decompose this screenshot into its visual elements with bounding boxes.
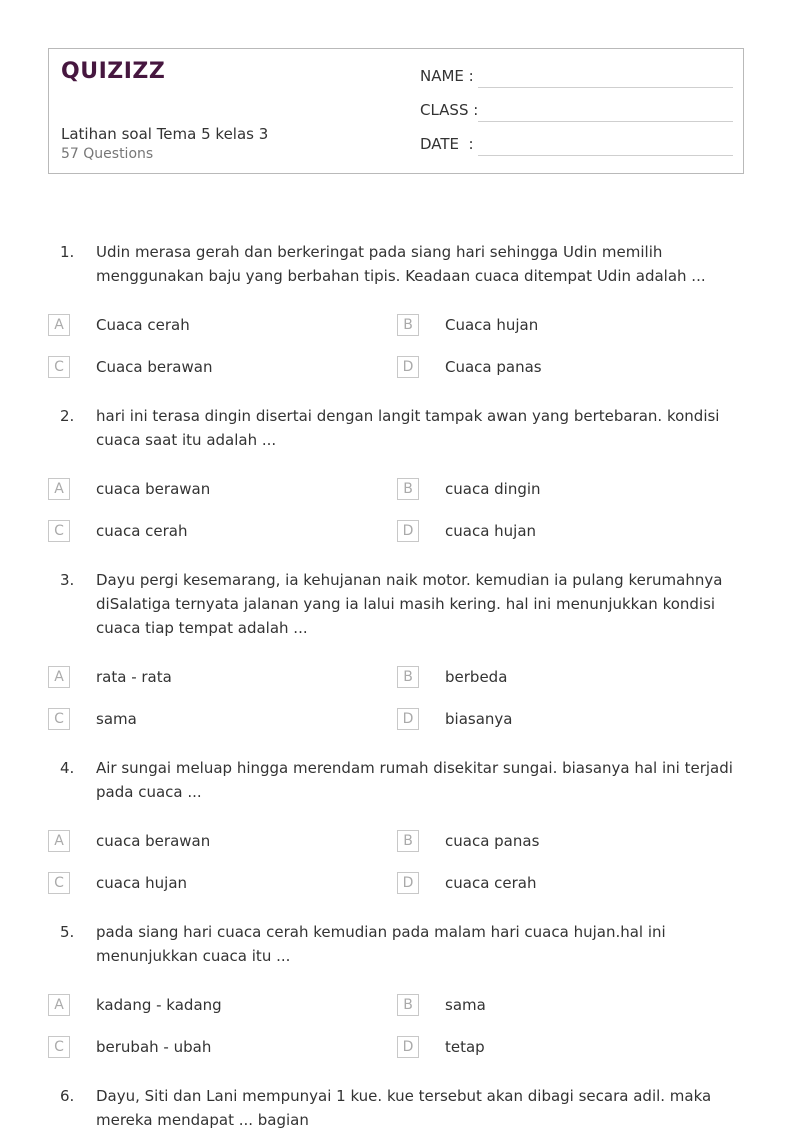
option-text: Cuaca berawan [96, 358, 213, 376]
quizizz-logo: QUIZIZZ [61, 59, 166, 84]
option-text: Cuaca hujan [445, 316, 539, 334]
option-text: tetap [445, 1038, 485, 1056]
option-text: cuaca hujan [96, 874, 188, 892]
option-text: Cuaca cerah [96, 316, 190, 334]
question-text: Dayu pergi kesemarang, ia kehujanan naik motor. kemudian ia pulang kerumahnya diSalatiga ternyata jalanan yang ia lalui masih kering. hal ini menunjukkan kondisi cuaca tiap tempat adalah ... [96, 571, 723, 637]
option-text: kadang - kadang [96, 996, 222, 1014]
name-field[interactable] [420, 67, 733, 91]
question-number: 5. [60, 923, 75, 941]
question-text: Dayu, Siti dan Lani mempunyai 1 kue. kue tersebut akan dibagi secara adil. maka mereka mendapat ... bagian [96, 1087, 712, 1129]
question-number: 6. [60, 1087, 75, 1105]
question-text: Udin merasa gerah dan berkeringat pada siang hari sehingga Udin memilih menggunakan baju yang berbahan tipis. Keadaan cuaca ditempat Udin adalah ... [96, 243, 706, 285]
question-number: 4. [60, 759, 75, 777]
option-letter: D [397, 872, 419, 894]
question-text: Air sungai meluap hingga merendam rumah disekitar sungai. biasanya hal ini terjadi pada cuaca ... [96, 759, 733, 801]
option-letter: A [48, 666, 70, 688]
option-letter: C [48, 872, 70, 894]
question-text: pada siang hari cuaca cerah kemudian pada malam hari cuaca hujan.hal ini menunjukkan cuaca itu ... [96, 923, 666, 965]
option-letter: A [48, 994, 70, 1016]
option-letter: D [397, 520, 419, 542]
question-count: 57 Questions [61, 146, 154, 162]
question-number: 1. [60, 243, 75, 261]
option-text: berbeda [445, 668, 508, 686]
class-line[interactable] [478, 121, 733, 122]
option-text: rata - rata [96, 668, 172, 686]
option-letter: C [48, 356, 70, 378]
class-label: CLASS : [420, 101, 479, 119]
date-field[interactable] [420, 135, 733, 159]
option-text: sama [445, 996, 486, 1014]
option-letter: C [48, 708, 70, 730]
option-text: sama [96, 710, 137, 728]
option-text: cuaca cerah [96, 522, 188, 540]
option-letter: B [397, 830, 419, 852]
option-text: cuaca panas [445, 832, 540, 850]
question-text: hari ini terasa dingin disertai dengan langit tampak awan yang bertebaran. kondisi cuaca saat itu adalah ... [96, 407, 720, 449]
option-letter: A [48, 830, 70, 852]
option-text: cuaca cerah [445, 874, 537, 892]
option-text: cuaca dingin [445, 480, 541, 498]
option-letter: C [48, 520, 70, 542]
option-text: cuaca hujan [445, 522, 537, 540]
option-letter: C [48, 1036, 70, 1058]
option-text: biasanya [445, 710, 513, 728]
option-letter: A [48, 314, 70, 336]
date-label: DATE : [420, 135, 474, 153]
worksheet-title: Latihan soal Tema 5 kelas 3 [61, 125, 269, 143]
option-letter: D [397, 1036, 419, 1058]
option-text: cuaca berawan [96, 480, 211, 498]
option-letter: D [397, 356, 419, 378]
name-line[interactable] [478, 87, 733, 88]
option-letter: B [397, 314, 419, 336]
option-text: berubah - ubah [96, 1038, 212, 1056]
option-letter: B [397, 994, 419, 1016]
option-letter: B [397, 478, 419, 500]
class-field[interactable] [420, 101, 733, 125]
option-letter: A [48, 478, 70, 500]
option-letter: D [397, 708, 419, 730]
option-letter: B [397, 666, 419, 688]
option-text: cuaca berawan [96, 832, 211, 850]
question-number: 3. [60, 571, 75, 589]
question-number: 2. [60, 407, 75, 425]
date-line[interactable] [478, 155, 733, 156]
name-label: NAME : [420, 67, 474, 85]
option-text: Cuaca panas [445, 358, 542, 376]
worksheet-header [48, 48, 744, 174]
